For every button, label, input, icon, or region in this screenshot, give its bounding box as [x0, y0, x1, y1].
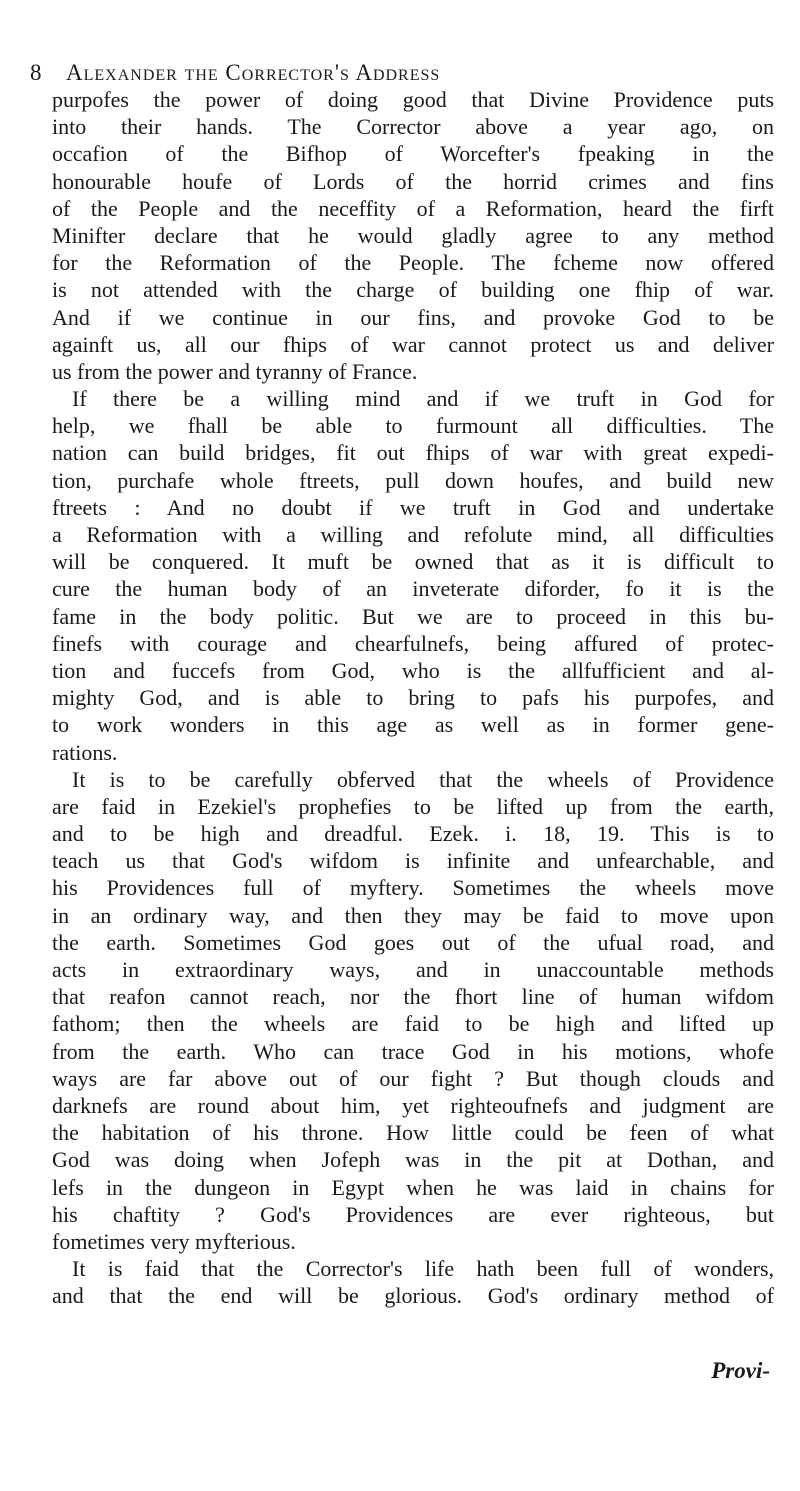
text-line: rations.	[52, 739, 118, 765]
text-line: fame in the body politic. But we are to proceed in this bu-	[52, 603, 774, 629]
text-line: a Reformation with a willing and refolute mind, all difficulties	[52, 522, 774, 547]
text-line: and to be high and dreadful. Ezek. i. 18, 19. This is to	[52, 821, 774, 847]
text-line: If there be a willing mind and if we truft in God for	[72, 386, 774, 412]
text-line: nation can build bridges, fit out fhips of war with great expedi-	[52, 440, 774, 466]
text-line: is not attended with the charge of building one fhip of war.	[52, 277, 774, 303]
text-line: of the People and the neceffity of a Reformation, heard the firft	[52, 195, 774, 221]
page-number: 8	[30, 60, 43, 85]
text-line: And if we continue in our fins, and provoke God to be	[52, 304, 774, 330]
text-line: darknefs are round about him, yet righteoufnefs and judgment are	[52, 1092, 774, 1118]
text-line: the habitation of his throne. How little could be feen of what	[52, 1120, 774, 1146]
text-line: into their hands. The Corrector above a year ago, on	[52, 114, 774, 140]
text-line: tion and fuccefs from God, who is the allfufficient and al-	[52, 657, 774, 683]
text-line: from the earth. Who can trace God in his motions, whofe	[52, 1038, 774, 1064]
text-line: are faid in Ezekiel's prophefies to be lifted up from the earth,	[52, 793, 774, 819]
text-line: fathom; then the wheels are faid to be high and lifted up	[52, 1011, 774, 1037]
text-line: the earth. Sometimes God goes out of the ufual road, and	[52, 929, 774, 955]
text-line: acts in extraordinary ways, and in unaccountable methods	[52, 957, 774, 982]
running-head: Alexander the Corrector's Address	[66, 60, 441, 85]
text-line: ways are far above out of our fight ? But though clouds and	[52, 1065, 774, 1091]
catchword: Provi-	[711, 1358, 770, 1383]
text-line: that reafon cannot reach, nor the fhort line of human wifdom	[52, 984, 774, 1010]
text-line: fometimes very myfterious.	[52, 1228, 296, 1254]
text-line: Minifter declare that he would gladly agree to any method	[52, 222, 774, 248]
text-line: teach us that God's wifdom is infinite and unfearchable, and	[52, 848, 774, 874]
text-line: us from the power and tyranny of France.	[52, 358, 418, 384]
text-line: God was doing when Jofeph was in the pit at Dothan, and	[52, 1147, 774, 1173]
text-line: tion, purchafe whole ftreets, pull down houfes, and build new	[52, 467, 774, 493]
text-line: help, we fhall be able to furmount all difficulties. The	[52, 413, 774, 439]
text-line: his chaftity ? God's Providences are ever righteous, but	[52, 1201, 774, 1227]
text-line: his Providences full of myftery. Sometimes the wheels move	[52, 875, 774, 901]
text-line: ftreets : And no doubt if we truft in God and undertake	[52, 494, 774, 520]
text-line: It is to be carefully obferved that the wheels of Providence	[72, 766, 774, 792]
text-line: honourable houfe of Lords of the horrid crimes and fins	[52, 168, 774, 194]
text-line: againft us, all our fhips of war cannot protect us and deliver	[52, 331, 774, 357]
text-line: finefs with courage and chearfulnefs, being affured of protec-	[52, 630, 774, 656]
text-line: purpofes the power of doing good that Divine Providence puts	[52, 87, 774, 112]
text-line: It is faid that the Corrector's life hath been full of wonders,	[72, 1256, 774, 1282]
text-line: and that the end will be glorious. God's ordinary method of	[52, 1283, 774, 1309]
text-line: to work wonders in this age as well as in former gene-	[52, 712, 774, 738]
text-line: for the Reformation of the People. The fcheme now offered	[52, 250, 774, 276]
text-line: cure the human body of an inveterate diforder, fo it is the	[52, 576, 774, 602]
text-line: occafion of the Bifhop of Worcefter's fpeaking in the	[52, 141, 774, 167]
body-text	[52, 86, 774, 1309]
text-line: mighty God, and is able to bring to pafs his purpofes, and	[52, 685, 774, 711]
text-line: in an ordinary way, and then they may be faid to move upon	[52, 902, 774, 928]
text-line: lefs in the dungeon in Egypt when he was laid in chains for	[52, 1174, 774, 1200]
text-line: will be conquered. It muft be owned that as it is difficult to	[52, 549, 774, 575]
